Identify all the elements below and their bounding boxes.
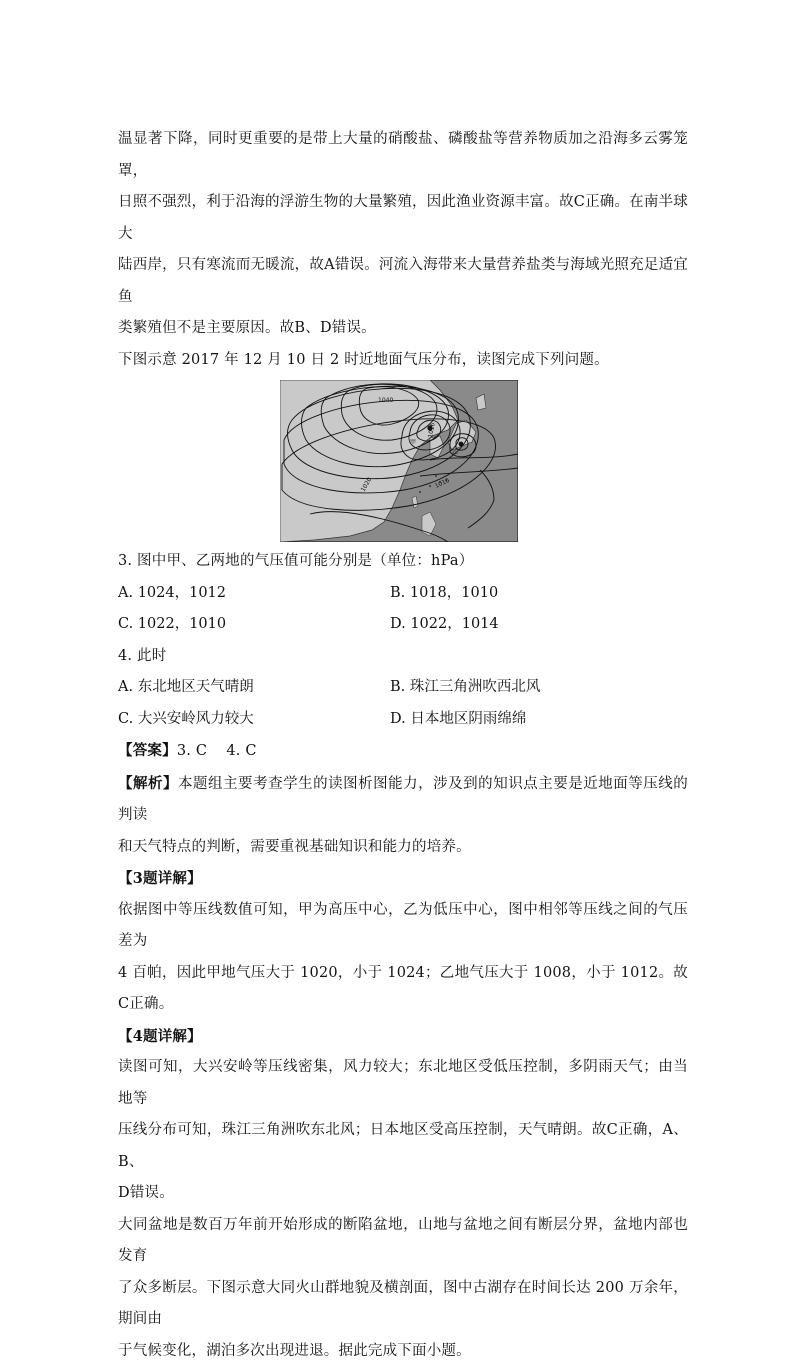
answer-line [118, 735, 688, 768]
intro-line-2: 日照不强烈，利于沿海的浮游生物的大量繁殖，因此渔业资源丰富。故C正确。在南半球大 [118, 187, 688, 250]
q4-options [118, 672, 688, 735]
analysis-label: 【解析】 [118, 775, 178, 792]
isobar-label: 1016 [434, 477, 451, 490]
q4-option-b: B. 珠江三角洲吹西北风 [390, 672, 688, 704]
low-center-marker-east [459, 442, 464, 447]
q3-detail-heading: 【3题详解】 [118, 863, 688, 895]
q3-option-c: C. 1022，1010 [118, 609, 390, 641]
q3-options [118, 578, 688, 641]
intro-line-4: 类繁殖但不是主要原因。故B、D错误。 [118, 313, 688, 345]
point-label-yi: 乙 [452, 449, 458, 456]
figure-caption: 下图示意 2017 年 12 月 10 日 2 时近地面气压分布，读图完成下列问题。 [118, 345, 688, 377]
q4-detail-line-1: 读图可知，大兴安岭等压线密集，风力较大；东北地区受低压控制，多阴雨天气；由当地等 [118, 1052, 688, 1115]
analysis-line-1 [118, 768, 688, 832]
q3-stem: 3. 图中甲、乙两地的气压值可能分别是（单位：hPa） [118, 546, 688, 578]
isobar-label: 1020 [360, 476, 374, 493]
q4-stem: 4. 此时 [118, 641, 688, 673]
q3-option-d: D. 1022，1014 [390, 609, 688, 641]
q3-detail-line-2: 4 百帕，因此甲地气压大于 1020，小于 1024；乙地气压大于 1008，小于 1012。故C正确。 [118, 958, 688, 1021]
datong-line-2: 了众多断层。下图示意大同火山群地貌及横剖面，图中古湖存在时间长达 200 万余年，期间由 [118, 1273, 688, 1336]
q4-detail-line-2: 压线分布可知，珠江三角洲吹东北风；日本地区受高压控制，天气晴朗。故C正确，A、B、 [118, 1115, 688, 1178]
document-page [118, 124, 688, 1367]
answer-label: 【答案】 [118, 742, 177, 759]
isobar-label: 1040 [378, 397, 393, 404]
q4-option-c: C. 大兴安岭风力较大 [118, 704, 390, 736]
point-label-jia: 甲 [410, 438, 416, 446]
datong-line-1: 大同盆地是数百万年前开始形成的断陷盆地，山地与盆地之间有断层分界，盆地内部也发育 [118, 1210, 688, 1273]
q3-option-a: A. 1024，1012 [118, 578, 390, 610]
q4-detail-line-3: D错误。 [118, 1178, 688, 1210]
q4-option-a: A. 东北地区天气晴朗 [118, 672, 390, 704]
pressure-map [280, 380, 518, 542]
intro-line-3: 陆西岸，只有寒流而无暖流，故A错误。河流入海带来大量营养盐类与海域光照充足适宜鱼 [118, 250, 688, 313]
pressure-map-figure [280, 380, 518, 542]
q4-option-d: D. 日本地区阴雨绵绵 [390, 704, 688, 736]
intro-line-1: 温显著下降，同时更重要的是带上大量的硝酸盐、磷酸盐等营养物质加之沿海多云雾笼罩， [118, 124, 688, 187]
datong-line-3: 于气候变化，湖泊多次出现进退。据此完成下面小题。 [118, 1336, 688, 1367]
answer-text: 3. C 4. C [177, 743, 257, 759]
q3-detail-line-1: 依据图中等压线数值可知，甲为高压中心，乙为低压中心，图中相邻等压线之间的气压差为 [118, 895, 688, 958]
isobar-label: 1016 [427, 422, 437, 438]
intro-paragraph [118, 124, 688, 345]
analysis-text-1: 本题组主要考查学生的读图析图能力，涉及到的知识点主要是近地面等压线的判读 [118, 776, 688, 824]
q3-option-b: B. 1018，1010 [390, 578, 688, 610]
analysis-line-2: 和天气特点的判断，需要重视基础知识和能力的培养。 [118, 832, 688, 864]
q4-detail-heading: 【4题详解】 [118, 1021, 688, 1053]
